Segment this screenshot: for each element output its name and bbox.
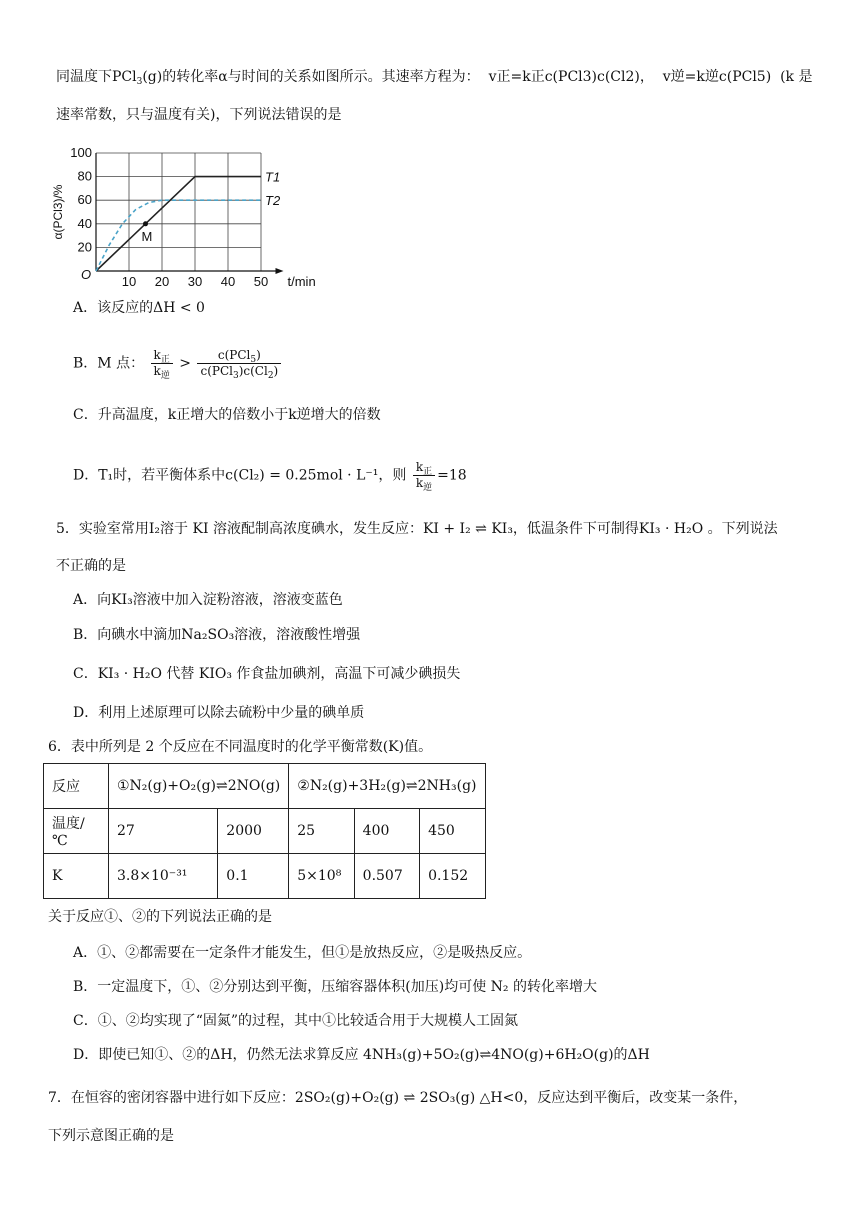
q5-stem-line2: 不正确的是: [56, 558, 126, 574]
q6-stem: 6．表中所列是 2 个反应在不同温度时的化学平衡常数(K)值。: [48, 739, 433, 755]
fraction-k-ratio-d: $\frac{k_正}{k_逆}$: [413, 460, 435, 491]
pcl3-conversion-chart: [50, 138, 316, 293]
y-tick-label: 60: [77, 192, 92, 208]
q4-option-a: A．该反应的ΔH < 0: [73, 300, 205, 316]
table-cell: 450: [420, 809, 485, 854]
fraction-concentration: $\frac{c(PCl_5)}{c(PCl_3)c(Cl_2)}$: [197, 348, 281, 379]
q4-option-b: B．M 点： $\frac{k_正}{k_逆}$ > $\frac{c(PCl_5)}{c(PCl_3)c(Cl_2)}$: [73, 348, 283, 379]
x-axis-label: t/min: [287, 274, 316, 289]
y-axis-label: α(PCl3)/%: [51, 184, 65, 240]
table-row: [44, 854, 486, 899]
q5-option-d: D．利用上述原理可以除去硫粉中少量的碘单质: [73, 705, 365, 721]
y-tick-label: 80: [77, 168, 92, 184]
table-cell: 25: [289, 809, 354, 854]
q4-option-c: C．升高温度，k正增大的倍数小于k逆增大的倍数: [73, 407, 381, 423]
q4-stem-line1: 同温度下PCl$_3$(g)的转化率α与时间的关系如图所示。其速率方程为： v正=k正c(PCl3)c(Cl2)， v逆=k逆c(PCl5) (k 是: [56, 69, 813, 87]
table-cell: 反应: [44, 764, 109, 809]
table-cell: 温度/℃: [44, 809, 109, 854]
y-tick-label: 100: [70, 145, 92, 160]
q4-rate-reverse: v逆=k逆c(PCl5): [662, 69, 772, 85]
q7-stem-line2: 下列示意图正确的是: [48, 1128, 174, 1144]
table-cell: 0.507: [354, 854, 419, 899]
y-tick-label: 40: [77, 215, 92, 231]
y-tick-label: 20: [77, 239, 92, 255]
table-cell: ②N₂(g)+3H₂(g)⇌2NH₃(g): [289, 764, 485, 809]
series-label-t2: T2: [265, 193, 281, 209]
point-m-label: M: [141, 228, 153, 244]
x-tick-label: 40: [220, 274, 236, 289]
x-tick-label: 20: [154, 274, 170, 289]
table-row: [44, 809, 486, 854]
table-cell: ①N₂(g)+O₂(g)⇌2NO(g): [109, 764, 289, 809]
table-row: [44, 764, 486, 809]
origin-label: O: [80, 267, 92, 282]
q4-stem-line2: 速率常数，只与温度有关)，下列说法错误的是: [56, 107, 342, 123]
q5-option-b: B．向碘水中滴加Na₂SO₃溶液，溶液酸性增强: [73, 627, 361, 643]
x-tick-label: 50: [253, 274, 269, 289]
q5-option-a: A．向KI₃溶液中加入淀粉溶液，溶液变蓝色: [73, 592, 343, 608]
table-cell: 0.152: [420, 854, 485, 899]
x-axis-arrow-icon: [276, 268, 284, 274]
equilibrium-constant-table: [43, 763, 486, 899]
q5-option-c: C．KI₃ · H₂O 代替 KIO₃ 作食盐加碘剂，高温下可减少碘损失: [73, 666, 461, 682]
q6-prompt: 关于反应①、②的下列说法正确的是: [48, 909, 272, 925]
table-cell: 0.1: [218, 854, 289, 899]
fraction-k-ratio: $\frac{k_正}{k_逆}$: [151, 348, 173, 379]
q6-option-a: A．①、②都需要在一定条件才能发生，但①是放热反应，②是吸热反应。: [73, 945, 532, 961]
x-tick-label: 30: [187, 274, 203, 289]
x-tick-label: 10: [121, 274, 137, 289]
q7-stem-line1: 7．在恒容的密闭容器中进行如下反应：2SO₂(g)+O₂(g) ⇌ 2SO₃(g) △H<0，反应达到平衡后，改变某一条件，: [48, 1090, 748, 1106]
table-cell: 400: [354, 809, 419, 854]
point-m: [143, 221, 148, 226]
table-cell: 2000: [218, 809, 289, 854]
q6-option-c: C．①、②均实现了“固氮”的过程，其中①比较适合用于大规模人工固氮: [73, 1013, 519, 1029]
table-cell: 3.8×10⁻³¹: [109, 854, 218, 899]
q4-option-d: D．T₁时，若平衡体系中c(Cl₂) = 0.25mol · L⁻¹，则 $\frac{k_正}{k_逆}$ =18: [73, 460, 467, 493]
table-cell: 27: [109, 809, 218, 854]
series-line-t2: [96, 200, 261, 271]
series-label-t1: T1: [265, 169, 281, 185]
table-cell: K: [44, 854, 109, 899]
q6-option-d: D．即使已知①、②的ΔH，仍然无法求算反应 4NH₃(g)+5O₂(g)⇌4NO(g)+6H₂O(g)的ΔH: [73, 1047, 650, 1063]
table-cell: 5×10⁸: [289, 854, 354, 899]
q6-option-b: B．一定温度下，①、②分别达到平衡，压缩容器体积(加压)均可使 N₂ 的转化率增大: [73, 979, 597, 995]
q5-stem-line1: 5．实验室常用I₂溶于 KI 溶液配制高浓度碘水，发生反应：KI + I₂ ⇌ KI₃，低温条件下可制得KI₃ · H₂O 。下列说法: [56, 521, 778, 537]
q4-rate-forward: v正=k正c(PCl3)c(Cl2)，: [488, 69, 654, 85]
